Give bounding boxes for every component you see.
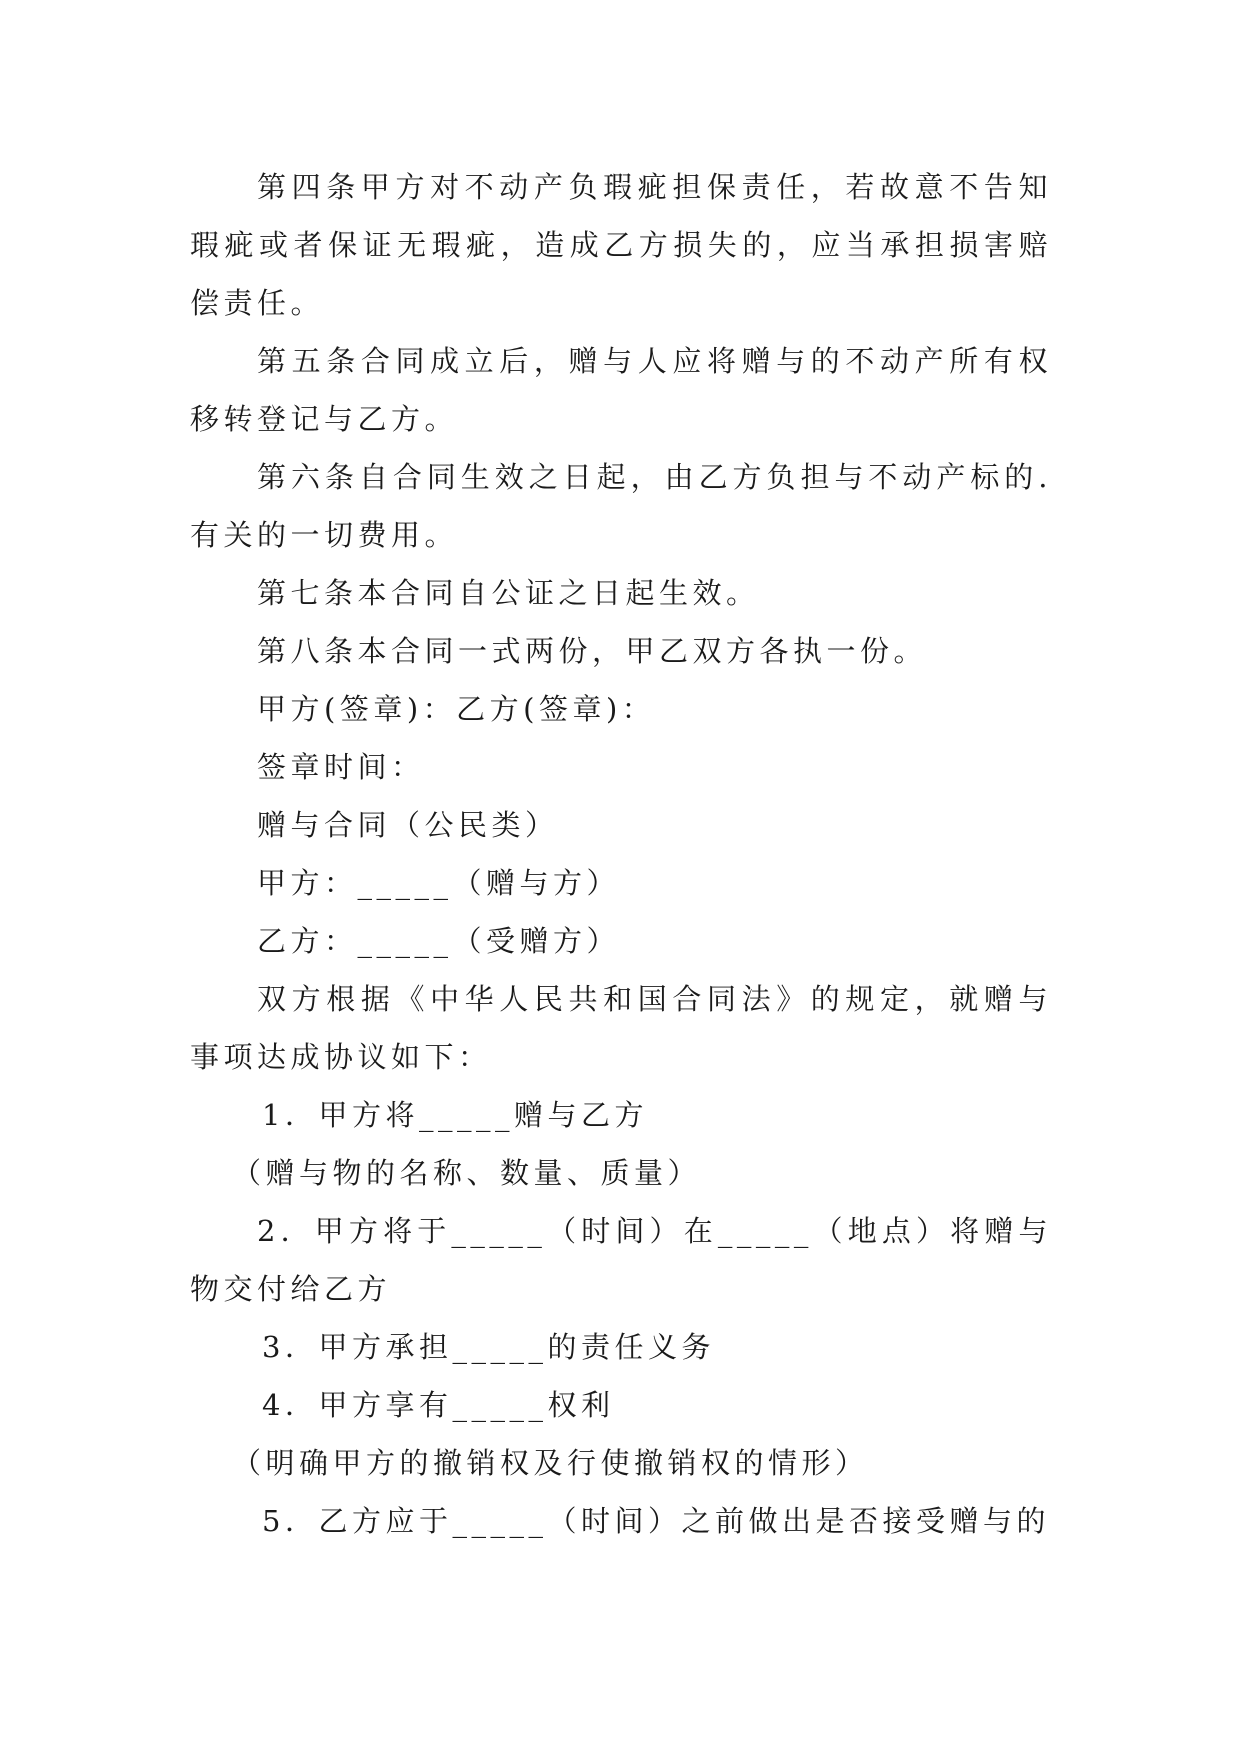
preamble-paragraph: 双方根据《中华人民共和国合同法》的规定，就赠与事项达成协议如下： (190, 982, 1052, 1074)
clause-3: 3．甲方承担_____的责任义务 (262, 1330, 715, 1364)
document-body (190, 158, 1052, 1550)
article-4-paragraph: 第四条甲方对不动产负瑕疵担保责任，若故意不告知瑕疵或者保证无瑕疵，造成乙方损失的，应当承担损害赔偿责任。 (190, 170, 1052, 320)
contract-title: 赠与合同（公民类） (257, 808, 559, 842)
article-5-paragraph: 第五条合同成立后，赠与人应将赠与的不动产所有权移转登记与乙方。 (190, 344, 1052, 436)
signature-line: 甲方(签章)：乙方(签章)： (257, 692, 656, 726)
clause-1-note: （赠与物的名称、数量、质量） (232, 1156, 702, 1190)
article-7-paragraph: 第七条本合同自公证之日起生效。 (257, 576, 760, 610)
article-6-paragraph: 第六条自合同生效之日起，由乙方负担与不动产标的.有关的一切费用。 (190, 460, 1052, 552)
clause-1: 1．甲方将_____赠与乙方 (262, 1098, 648, 1132)
party-b-line: 乙方：_____（受赠方） (257, 924, 621, 958)
party-a-line: 甲方：_____（赠与方） (257, 866, 621, 900)
clause-5: 5．乙方应于_____（时间）之前做出是否接受赠与的 (262, 1504, 1050, 1538)
clause-2: 2．甲方将于_____（时间）在_____（地点）将赠与物交付给乙方 (190, 1214, 1052, 1306)
signature-time-line: 签章时间： (257, 750, 425, 784)
article-8-paragraph: 第八条本合同一式两份，甲乙双方各执一份。 (257, 634, 928, 668)
clause-4-note: （明确甲方的撤销权及行使撤销权的情形） (232, 1446, 869, 1480)
clause-4: 4．甲方享有_____权利 (262, 1388, 615, 1422)
